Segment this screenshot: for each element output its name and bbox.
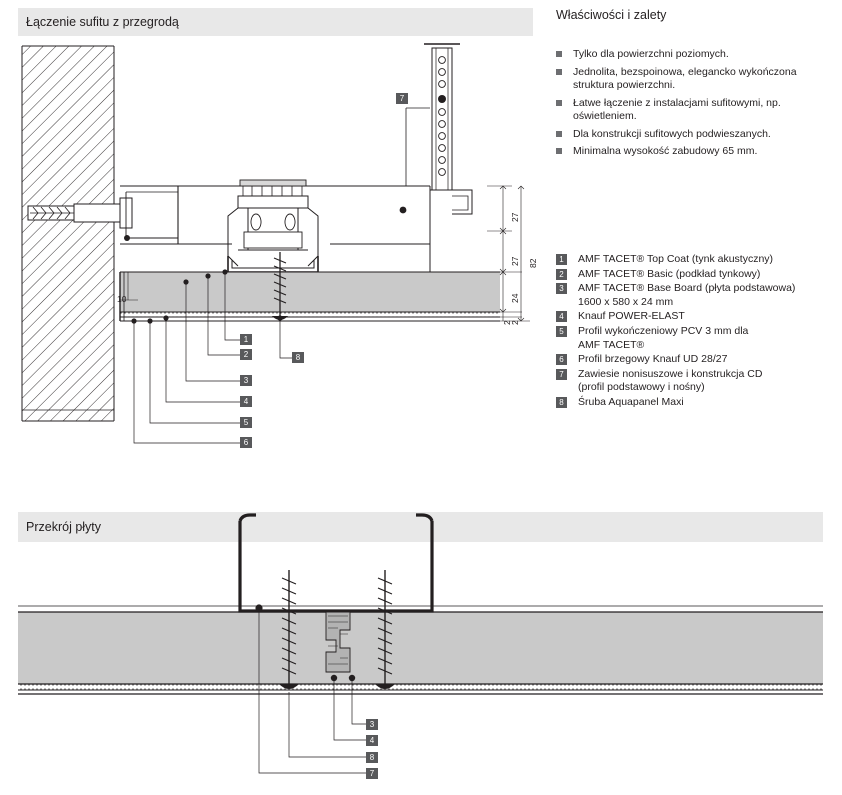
callout-5-top: 5 — [240, 417, 252, 428]
feature-text: Tylko dla powierzchni poziomych. — [573, 48, 729, 60]
feature-text: Jednolita, bezspoinowa, elegancko wykończona struktura powierzchni. — [573, 65, 797, 91]
legend-text: Profil brzegowy Knauf UD 28/27 — [578, 353, 728, 366]
panel-title-text: Łączenie sufitu z przegrodą — [26, 15, 179, 29]
legend-number-badge: 6 — [556, 354, 567, 365]
legend-text: Zawiesie nonisuszowe i konstrukcja CD — [578, 367, 763, 380]
features-title-text: Właściwości i zalety — [556, 8, 667, 22]
dimension-27-upper: 27 — [510, 212, 520, 222]
dimension-82-total: 82 — [528, 258, 538, 268]
legend-text: Knauf POWER-ELAST — [578, 310, 685, 323]
legend-text-line2: 1600 x 580 x 24 mm — [578, 295, 674, 308]
callout-7-top: 7 — [396, 93, 408, 104]
legend-text: Profil wykończeniowy PCV 3 mm dla — [578, 324, 749, 337]
legend-number-badge: 7 — [556, 369, 567, 380]
callout-8-bottom: 8 — [366, 752, 378, 763]
callout-1-top: 1 — [240, 334, 252, 345]
callout-3-bottom: 3 — [366, 719, 378, 730]
legend-text: Śruba Aquapanel Maxi — [578, 395, 684, 408]
legend-number-badge: 4 — [556, 311, 567, 322]
panel-title-text-bottom: Przekrój płyty — [26, 520, 102, 534]
legend-number-badge: 1 — [556, 254, 567, 265]
callout-2-top: 2 — [240, 349, 252, 360]
feature-text: Łatwe łączenie z instalacjami sufitowymi, np. oświetleniem. — [573, 96, 781, 122]
dimension-10: 10 — [117, 294, 127, 304]
legend-text: AMF TACET® Top Coat (tynk akustyczny) — [578, 253, 774, 265]
callout-8-top: 8 — [292, 352, 304, 363]
dimension-27-lower: 27 — [510, 256, 520, 266]
legend-text: AMF TACET® Base Board (płyta podstawowa) — [578, 282, 796, 295]
feature-text: Minimalna wysokość zabudowy 65 mm. — [573, 145, 758, 157]
legend-number-badge: 8 — [556, 397, 567, 408]
legend-text-line2: (profil podstawowy i nośny) — [578, 381, 705, 394]
cd-channel-profile — [240, 515, 432, 612]
dimension-2a: 2 — [510, 320, 520, 325]
legend-number-badge: 2 — [556, 269, 567, 280]
dimension-2b: 2 — [502, 320, 512, 325]
callout-7-bottom: 7 — [366, 768, 378, 779]
legend-number-badge: 5 — [556, 326, 567, 337]
callout-3-top: 3 — [240, 375, 252, 386]
feature-text: Dla konstrukcji sufitowych podwieszanych. — [573, 127, 771, 140]
board-band-bottom — [18, 606, 823, 694]
legend-number-badge: 3 — [556, 283, 567, 294]
callout-4-bottom: 4 — [366, 735, 378, 746]
dimension-24: 24 — [510, 293, 520, 303]
legend-text: AMF TACET® Basic (podkład tynkowy) — [578, 267, 761, 280]
callout-6-top: 6 — [240, 437, 252, 448]
callout-4-top: 4 — [240, 396, 252, 407]
legend-text-line2: AMF TACET® — [578, 338, 645, 351]
